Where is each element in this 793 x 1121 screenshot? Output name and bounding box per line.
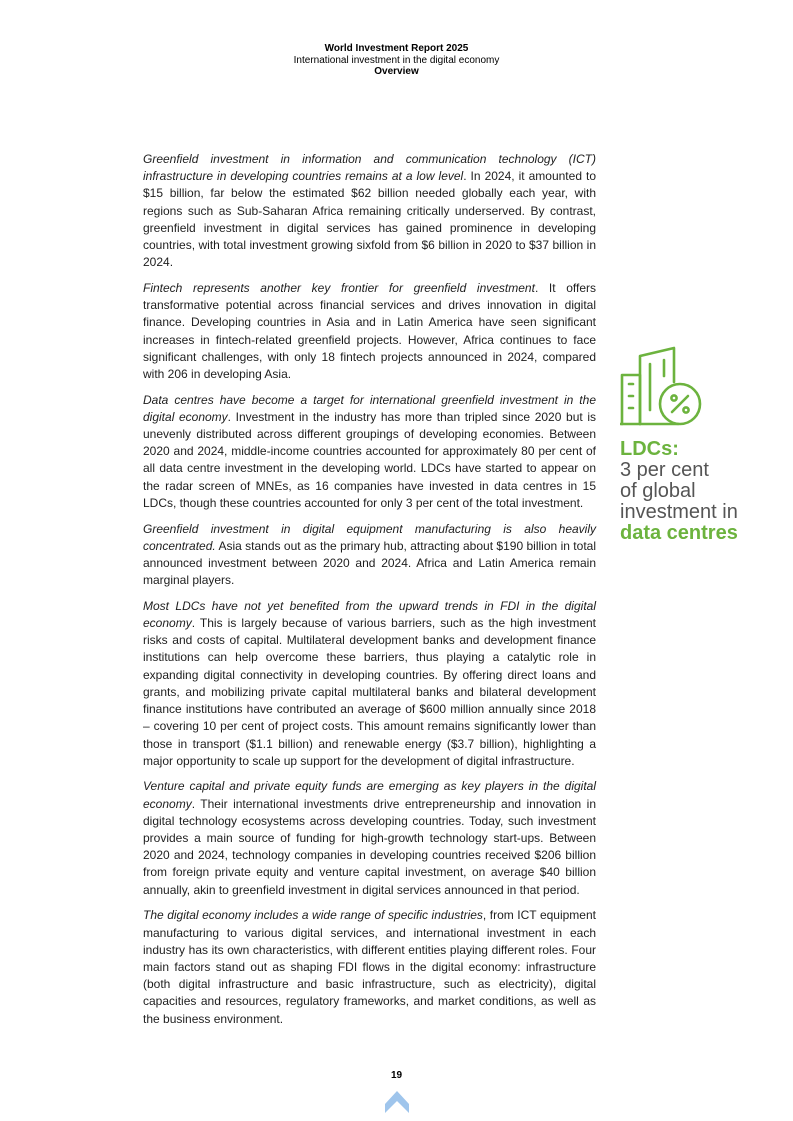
paragraph-text: Asia stands out as the primary hub, attracting about $190 billion in total announced investment between 2020 and 2024. Africa and Latin America remain marginal players. [143,538,596,588]
up-arrow-icon[interactable] [384,1090,410,1114]
paragraph-text: . Investment in the industry has more than tripled since 2020 but is unevenly distributed across different groupings of developing economies. Between 2020 and 2024, middle-income countries accounted for approximately 80 per cent of all data centre investment in the developing world. LDCs have started to appear on the radar screen of MNEs, as 16 companies have invested in data centres in 15 LDCs, though these countries accounted for only 3 per cent of the total investment. [143,409,596,510]
paragraph-venture-capital [143,778,596,898]
paragraph-lead: Most LDCs have not yet benefited from the upward trends in FDI in the digital economy [143,598,596,631]
section-name: Overview [374,66,419,77]
paragraph-text: . This is largely because of various barriers, such as the high investment risks and costs of capital. Multilateral development banks and development finance institutions can help overcome these barriers, thus playing a catalytic role in expanding digital connectivity in developing countries. By offering direct loans and grants, and mobilizing private capital multilateral banks and bilateral development finance institutions have contributed an average of $600 million annually since 2018 – covering 10 per cent of project costs. This amount remains significantly lower than those in transport ($1.1 billion) and renewable energy ($3.7 billion), highlighting a major opportunity to scale up support for the development of digital infrastructure. [143,616,596,768]
callout-line: of global [620,480,696,502]
paragraph-lead: Greenfield investment in information and communication technology (ICT) infrastructure in developing countries remains at a low level [143,152,596,184]
paragraph-lead: Greenfield investment in digital equipment manufacturing is also heavily concentrated. [143,521,596,553]
data-centre-building-percent-icon [620,346,706,428]
report-title: World Investment Report 2025 [324,43,469,54]
paragraph-ldcs-barriers [143,598,596,770]
callout-line: investment in [620,501,738,523]
paragraph-data-centres [143,392,596,512]
callout-line: 3 per cent [620,459,709,481]
page-number: 19 [390,1070,403,1081]
paragraph-ict-infrastructure [143,151,596,271]
main-body-text [143,151,596,1036]
report-subtitle: International investment in the digital economy [293,54,500,66]
paragraph-digital-industries [143,907,596,1027]
callout-text [620,439,785,544]
paragraph-equipment-manufacturing [143,521,596,590]
paragraph-text: . In 2024, it amounted to $15 billion, far below the estimated $62 billion needed globally each year, with regions such as Sub-Saharan Africa remaining critically underserved. By contrast, greenfield investment in digital services has gained prominence in developing countries, with total investment growing sixfold from $6 billion in 2020 to $37 billion in 2024. [143,169,597,270]
sidebar-callout [620,346,785,544]
paragraph-text: . Their international investments drive entrepreneurship and innovation in digital technology ecosystems across developing countries. Today, such investment provides a main source of funding for high-growth technology start-ups. Between 2020 and 2024, technology companies in developing countries received $206 billion from foreign private equity and venture capital investment, on average $40 billion annually, akin to greenfield investment in digital services announced in that period. [143,796,596,897]
page-header [0,43,793,78]
paragraph-lead: Data centres have become a target for international greenfield investment in the digital economy [143,392,596,424]
paragraph-lead: Venture capital and private equity funds are emerging as key players in the digital economy [143,779,596,811]
paragraph-text: . It offers transformative potential across financial services and drives innovation in digital finance. Developing countries in Asia and in Latin America have seen significant increases in fintech-related greenfield projects. However, Africa continues to face significant challenges, with only 18 fintech projects announced in 2024, compared with 206 in developing Asia. [143,280,596,381]
paragraph-text: , from ICT equipment manufacturing to various digital services, and international investment in each industry has its own characteristics, with different entities playing different roles. Four main factors stand out as shaping FDI flows in the digital economy: infrastructure (both digital infrastructure and basic infrastructure, such as electricity), digital capacities and resources, regulatory frameworks, and market conditions, as well as the business environment. [143,908,596,1026]
paragraph-fintech [143,280,596,383]
callout-highlight: data centres [620,522,738,544]
paragraph-lead: Fintech represents another key frontier for greenfield investment [143,280,535,295]
callout-heading: LDCs: [620,438,679,460]
paragraph-lead: The digital economy includes a wide range of specific industries [143,908,483,923]
